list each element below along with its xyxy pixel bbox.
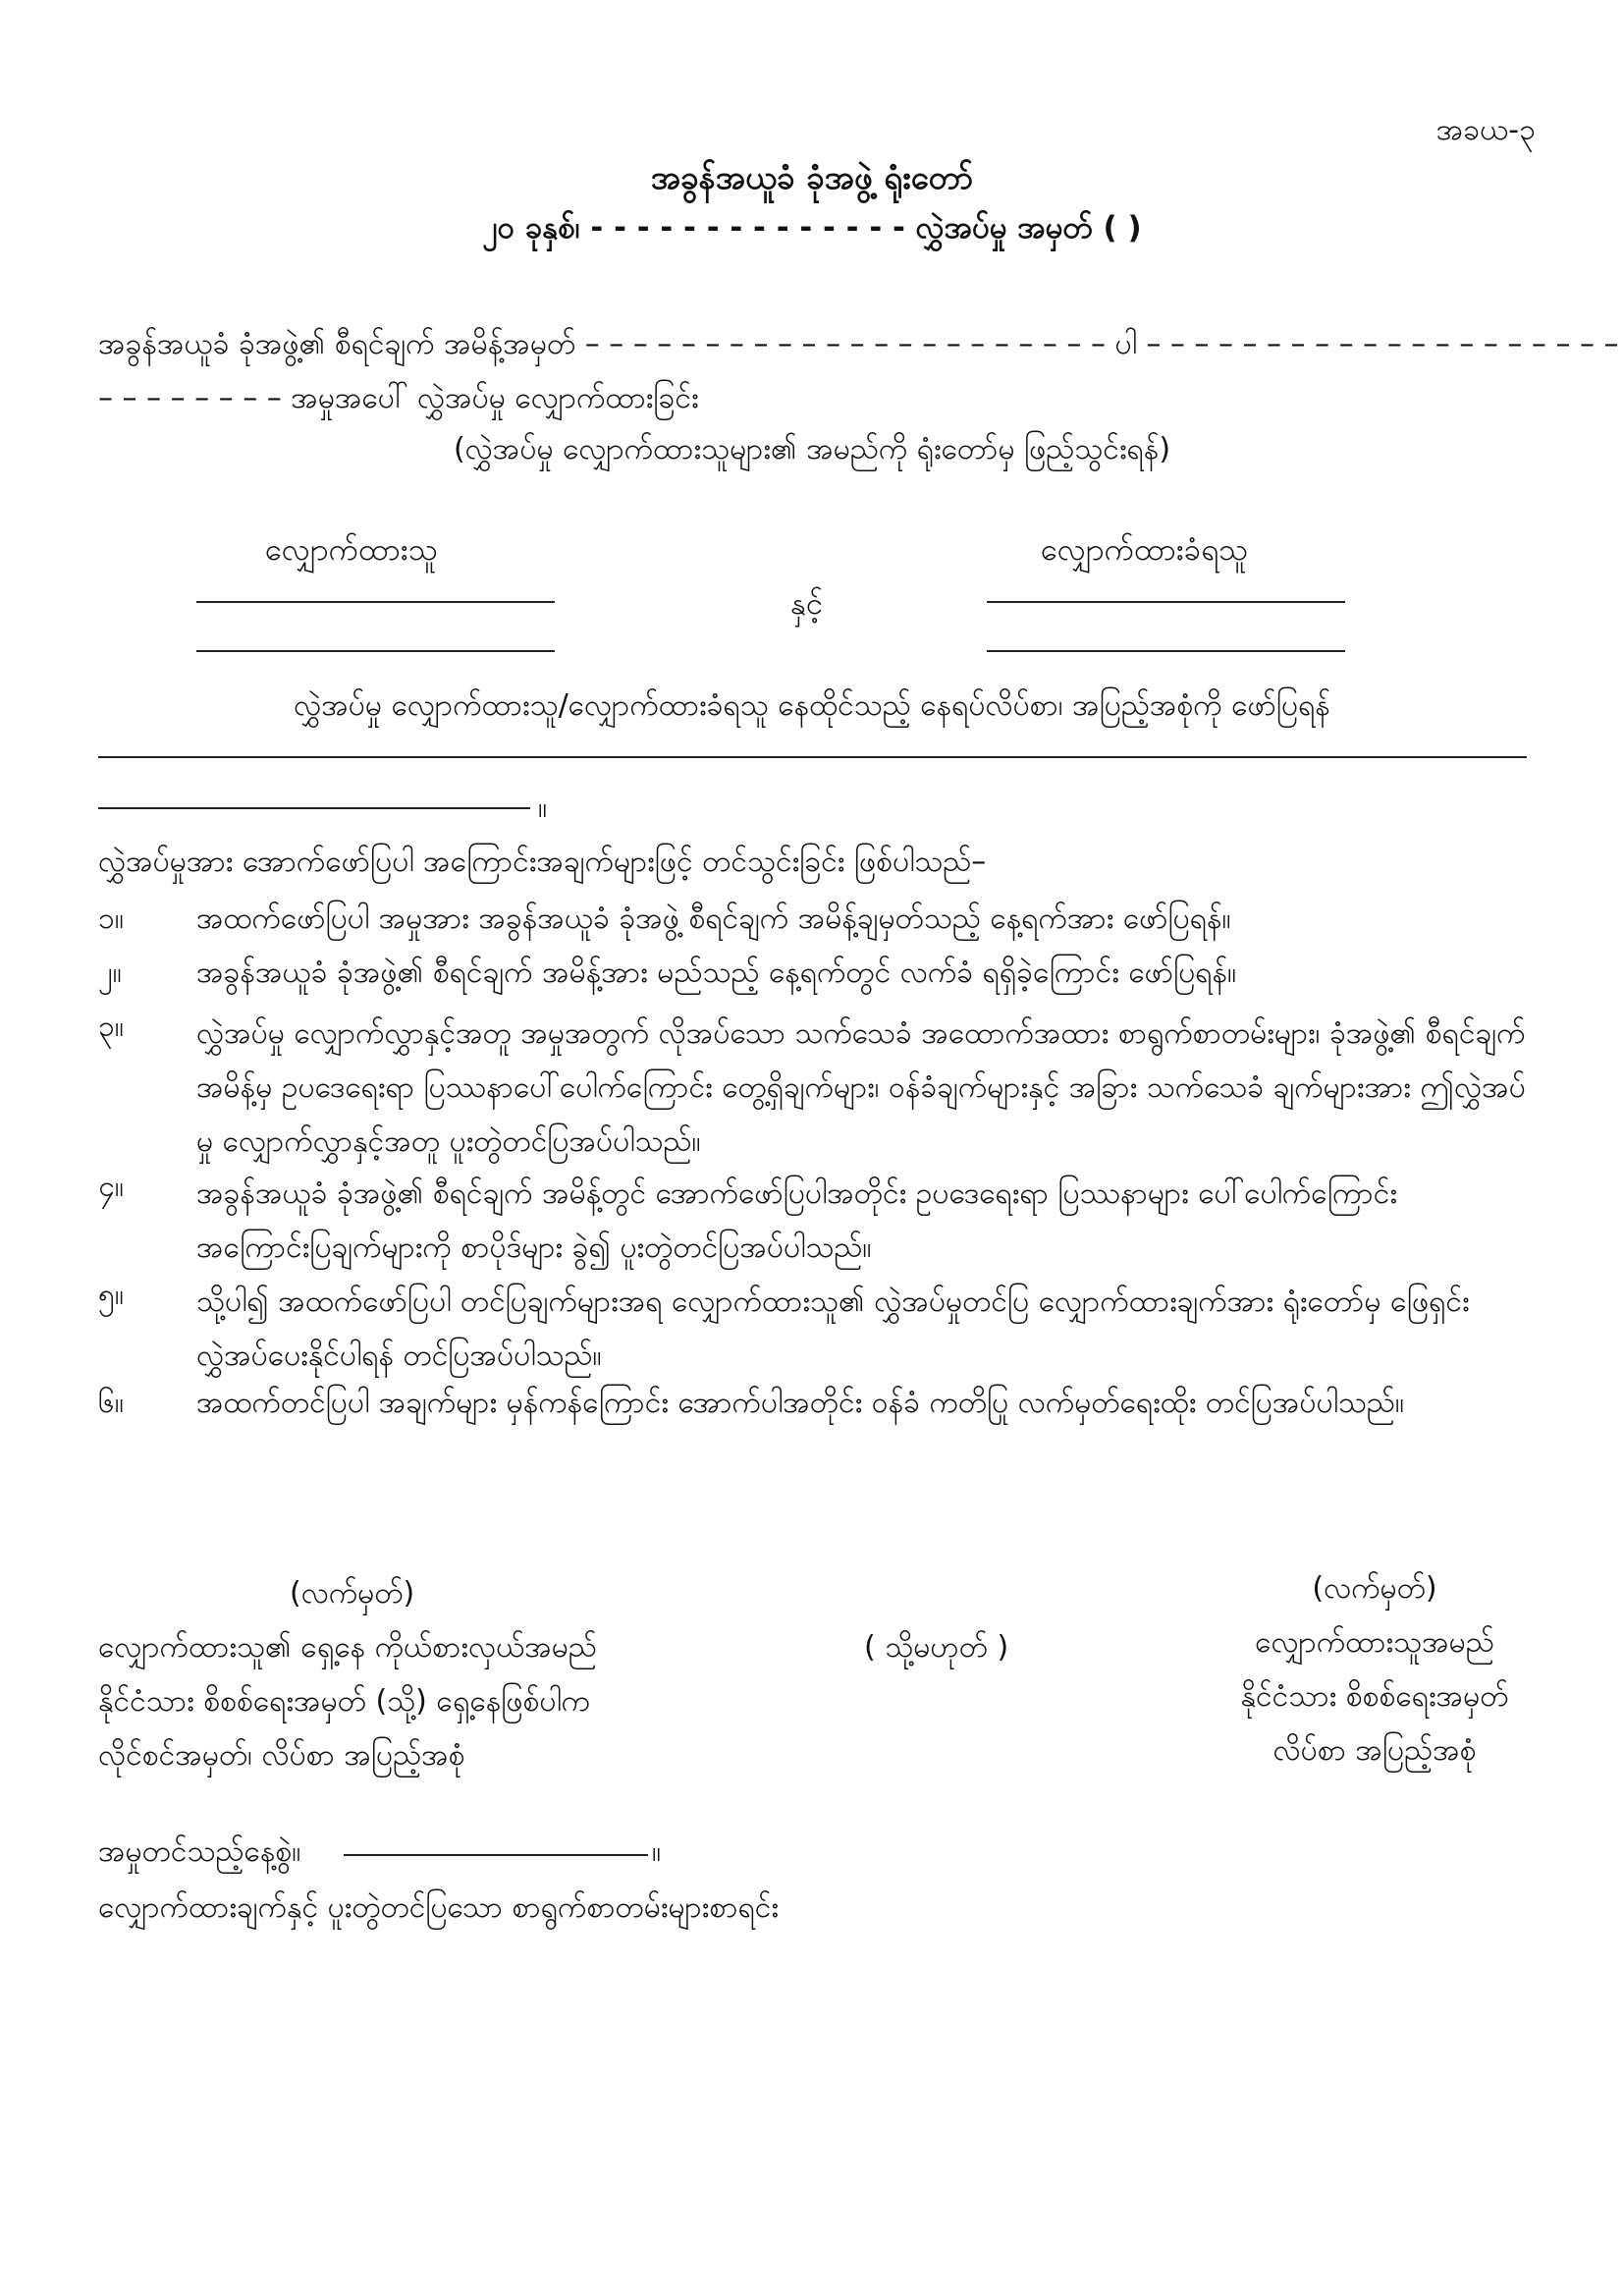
item-text: အထက်တင်ပြပါ အချက်များ မှန်ကန်ကြောင်း အောက်ပါအတိုင်း ဝန်ခံ ကတိပြု လက်မှတ်ရေးထိုး တင်ပြအပ်ပါသည်။ — [196, 1386, 1404, 1420]
applicant-name-blank-1 — [196, 601, 555, 603]
item-text: အထက်ဖော်ပြပါ အမှုအား အခွန်အယူခံ ခုံအဖွဲ့ စီရင်ချက် အမိန့်ချမှတ်သည့် နေ့ရက်အား ဖော်ပြရန်။ — [196, 902, 1231, 936]
documents-list-label: လျှောက်ထားချက်နှင့် ပူးတွဲတင်ပြသော စာရွက်စာတမ်းများစာရင်း — [98, 1890, 780, 1925]
item-number: ၂။ — [98, 956, 122, 990]
court-title: အခွန်အယူခံ ခုံအဖွဲ့ ရုံးတော် — [650, 158, 974, 196]
filing-date-end: ။ — [652, 1834, 662, 1869]
appeal-number-line: ၂၀ ခုနှစ်၊ - - - - - - - - - - - - - - လွှဲအပ်မှု အမှတ် ( ) — [482, 210, 1142, 246]
address-blank-1 — [98, 756, 1527, 758]
applicant-name-blank-2 — [196, 650, 555, 652]
respondent-label: လျှောက်ထားခံရသူ — [1041, 532, 1248, 568]
address-blank-2 — [98, 807, 530, 809]
left-signature-mark: (လက်မှတ်) — [290, 1576, 415, 1611]
left-signature-line-1: လျှောက်ထားသူ၏ ရှေ့နေ ကိုယ်စားလှယ်အမည် — [98, 1630, 597, 1665]
right-signature-line-1: လျှောက်ထားသူအမည် — [1255, 1625, 1494, 1660]
item-number: ၃။ — [98, 1010, 124, 1044]
item-text: အခွန်အယူခံ ခုံအဖွဲ့၏ စီရင်ချက် အမိန့်တွင် အောက်ဖော်ပြပါအတိုင်း ဥပဒေရေးရာ ပြဿနာများ ပေါ်ပေါက်ကြောင်း အကြောင်းပြချက်များကို စာပိုဒ်များ ခွဲ၍ ပူးတွဲတင်ပြအပ်ပါသည်။ — [196, 1176, 1397, 1265]
decision-note: (လွှဲအပ်မှု လျှောက်ထားသူများ၏ အမည်ကို ရုံးတော်မှ ဖြည့်သွင်းရန်) — [453, 432, 1171, 466]
item-number: ၁။ — [98, 902, 124, 936]
left-signature-line-3: လိုင်စင်အမှတ်၊ လိပ်စာ အပြည့်အစုံ — [98, 1738, 465, 1773]
intro-text: လွှဲအပ်မှုအား အောက်ဖော်ပြပါ အကြောင်းအချက်များဖြင့် တင်သွင်းခြင်း ဖြစ်ပါသည်– — [98, 845, 987, 879]
decision-line-2: – – – – – – – – အမှုအပေါ် လွှဲအပ်မှု လျှောက်ထားခြင်း — [98, 381, 699, 415]
filing-date-blank — [344, 1854, 648, 1856]
or-label: ( သို့မဟုတ် ) — [864, 1630, 1009, 1665]
filing-date-label: အမှုတင်သည့်နေ့စွဲ။ — [98, 1834, 301, 1869]
applicant-label: လျှောက်ထားသူ — [265, 532, 438, 568]
respondent-name-blank-1 — [987, 601, 1345, 603]
left-signature-line-2: နိုင်ငံသား စိစစ်ရေးအမှတ် (သို့) ရှေ့နေဖြစ်ပါက — [98, 1684, 591, 1719]
and-label: နှင့် — [790, 586, 824, 622]
item-text: လွှဲအပ်မှု လျှောက်လွှာနှင့်အတူ အမှုအတွက် လိုအပ်သော သက်သေခံ အထောက်အထား စာရွက်စာတမ်းများ၊ ခုံအဖွဲ့၏ စီရင်ချက်အမိန့်မှ ဥပဒေရေးရာ ပြဿနာပေါ်ပေါက်ကြောင်း တွေ့ရှိချက်များ၊ ဝန်ခံချက်များနှင့် အခြား သက်သေခံ ချက်များအား ဤလွှဲအပ်မှု လျှောက်လွှာနှင့်အတူ ပူးတွဲတင်ပြအပ်ပါသည်။ — [196, 1016, 1526, 1159]
item-text: အခွန်အယူခံ ခုံအဖွဲ့၏ စီရင်ချက် အမိန့်အား မည်သည့် နေ့ရက်တွင် လက်ခံ ရရှိခဲ့ကြောင်း ဖော်ပြရန်။ — [196, 956, 1237, 990]
item-number: ၅။ — [98, 1278, 124, 1312]
respondent-name-blank-2 — [987, 650, 1345, 652]
right-signature-mark: (လက်မှတ်) — [1312, 1571, 1437, 1606]
item-number: ၄။ — [98, 1170, 124, 1204]
decision-line-1: အခွန်အယူခံ ခုံအဖွဲ့၏ စီရင်ချက် အမိန့်အမှတ် – – – – – – – – – – – – – – – – – – – – – – ပါ – – – – – – – – – – – – – – – – – – – – — [98, 327, 1619, 361]
address-instruction: လွှဲအပ်မှု လျှောက်ထားသူ/လျှောက်ထားခံရသူ နေထိုင်သည့် နေရပ်လိပ်စာ၊ အပြည့်အစုံကို ဖော်ပြရန် — [294, 688, 1330, 723]
item-number: ၆။ — [98, 1386, 124, 1420]
right-signature-line-2: နိုင်ငံသား စိစစ်ရေးအမှတ် — [1240, 1679, 1509, 1714]
right-signature-line-3: လိပ်စာ အပြည့်အစုံ — [1272, 1733, 1477, 1768]
form-code: အခယ-၃ — [1435, 113, 1536, 147]
item-text: သို့ပါ၍ အထက်ဖော်ပြပါ တင်ပြချက်များအရ လျှောက်ထားသူ၏ လွှဲအပ်မှုတင်ပြ လျှောက်ထားချက်အား ရုံးတော်မှ ဖြေရှင်း လွှဲအပ်ပေးနိုင်ပါရန် တင်ပြအပ်ပါသည်။ — [196, 1285, 1470, 1373]
address-end-mark: ။ — [538, 791, 548, 825]
